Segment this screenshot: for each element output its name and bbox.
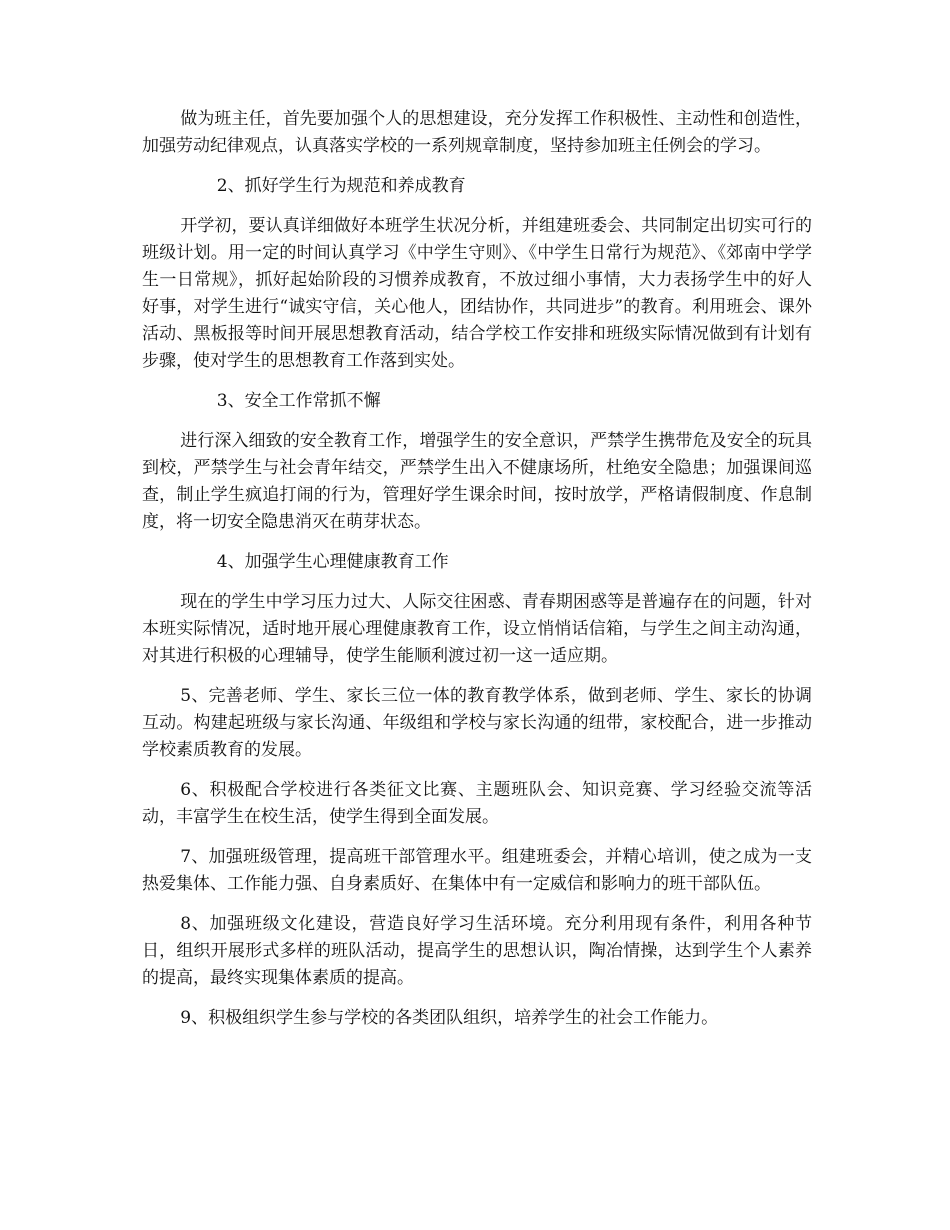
- paragraph-item-7: 7、加强班级管理，提高班干部管理水平。组建班委会，并精心培训，使之成为一支热爱集体、工作能力强、自身素质好、在集体中有一定威信和影响力的班干部队伍。: [142, 847, 812, 894]
- section-heading-2: 2、抓好学生行为规范和养成教育: [216, 176, 466, 196]
- paragraph-item-9: 9、积极组织学生参与学校的各类团队组织，培养学生的社会工作能力。: [180, 1008, 719, 1028]
- section-heading-4: 4、加强学生心理健康教育工作: [216, 552, 449, 572]
- paragraph-behavior-norms: 开学初，要认真详细做好本班学生状况分析，并组建班委会、共同制定出切实可行的班级计划。用一定的时间认真学习《中学生守则》、《中学生日常行为规范》、《郊南中学学生一日常规》，抓好起始阶段的习惯养成教育，不放过细小事情，大力表扬学生中的好人好事，对学生进行“诚实守信，关心他人，团结协作，共同进步”的教育。利用班会、课外活动、黑板报等时间开展思想教育活动，结合学校工作安排和班级实际情况做到有计划有步骤，使对学生的思想教育工作落到实处。: [142, 216, 812, 371]
- paragraph-safety: 进行深入细致的安全教育工作，增强学生的安全意识，严禁学生携带危及安全的玩具到校，严禁学生与社会青年结交，严禁学生出入不健康场所，杜绝安全隐患；加强课间巡查，制止学生疯追打闹的行为，管理好学生课余时间，按时放学，严格请假制度、作息制度，将一切安全隐患消灭在萌芽状态。: [142, 431, 812, 532]
- document-body: [142, 106, 812, 1045]
- paragraph-item-5: 5、完善老师、学生、家长三位一体的教育教学体系，做到老师、学生、家长的协调互动。构建起班级与家长沟通、年级组和学校与家长沟通的纽带，家校配合，进一步推动学校素质教育的发展。: [142, 686, 812, 760]
- section-heading-3: 3、安全工作常抓不懈: [216, 391, 381, 411]
- paragraph-item-8: 8、加强班级文化建设，营造良好学习生活环境。充分利用现有条件，利用各种节日，组织开展形式多样的班队活动，提高学生的思想认识，陶冶情操，达到学生个人素养的提高，最终实现集体素质的提高。: [142, 914, 812, 988]
- paragraph-mental-health: 现在的学生中学习压力过大、人际交往困惑、青春期困惑等是普遍存在的问题，针对本班实际情况，适时地开展心理健康教育工作，设立悄悄话信箱，与学生之间主动沟通，对其进行积极的心理辅导，使学生能顺利渡过初一这一适应期。: [142, 592, 812, 666]
- paragraph-intro: 做为班主任，首先要加强个人的思想建设，充分发挥工作积极性、主动性和创造性，加强劳动纪律观点，认真落实学校的一系列规章制度，坚持参加班主任例会的学习。: [142, 109, 812, 156]
- paragraph-item-6: 6、积极配合学校进行各类征文比赛、主题班队会、知识竞赛、学习经验交流等活动，丰富学生在校生活，使学生得到全面发展。: [142, 780, 812, 827]
